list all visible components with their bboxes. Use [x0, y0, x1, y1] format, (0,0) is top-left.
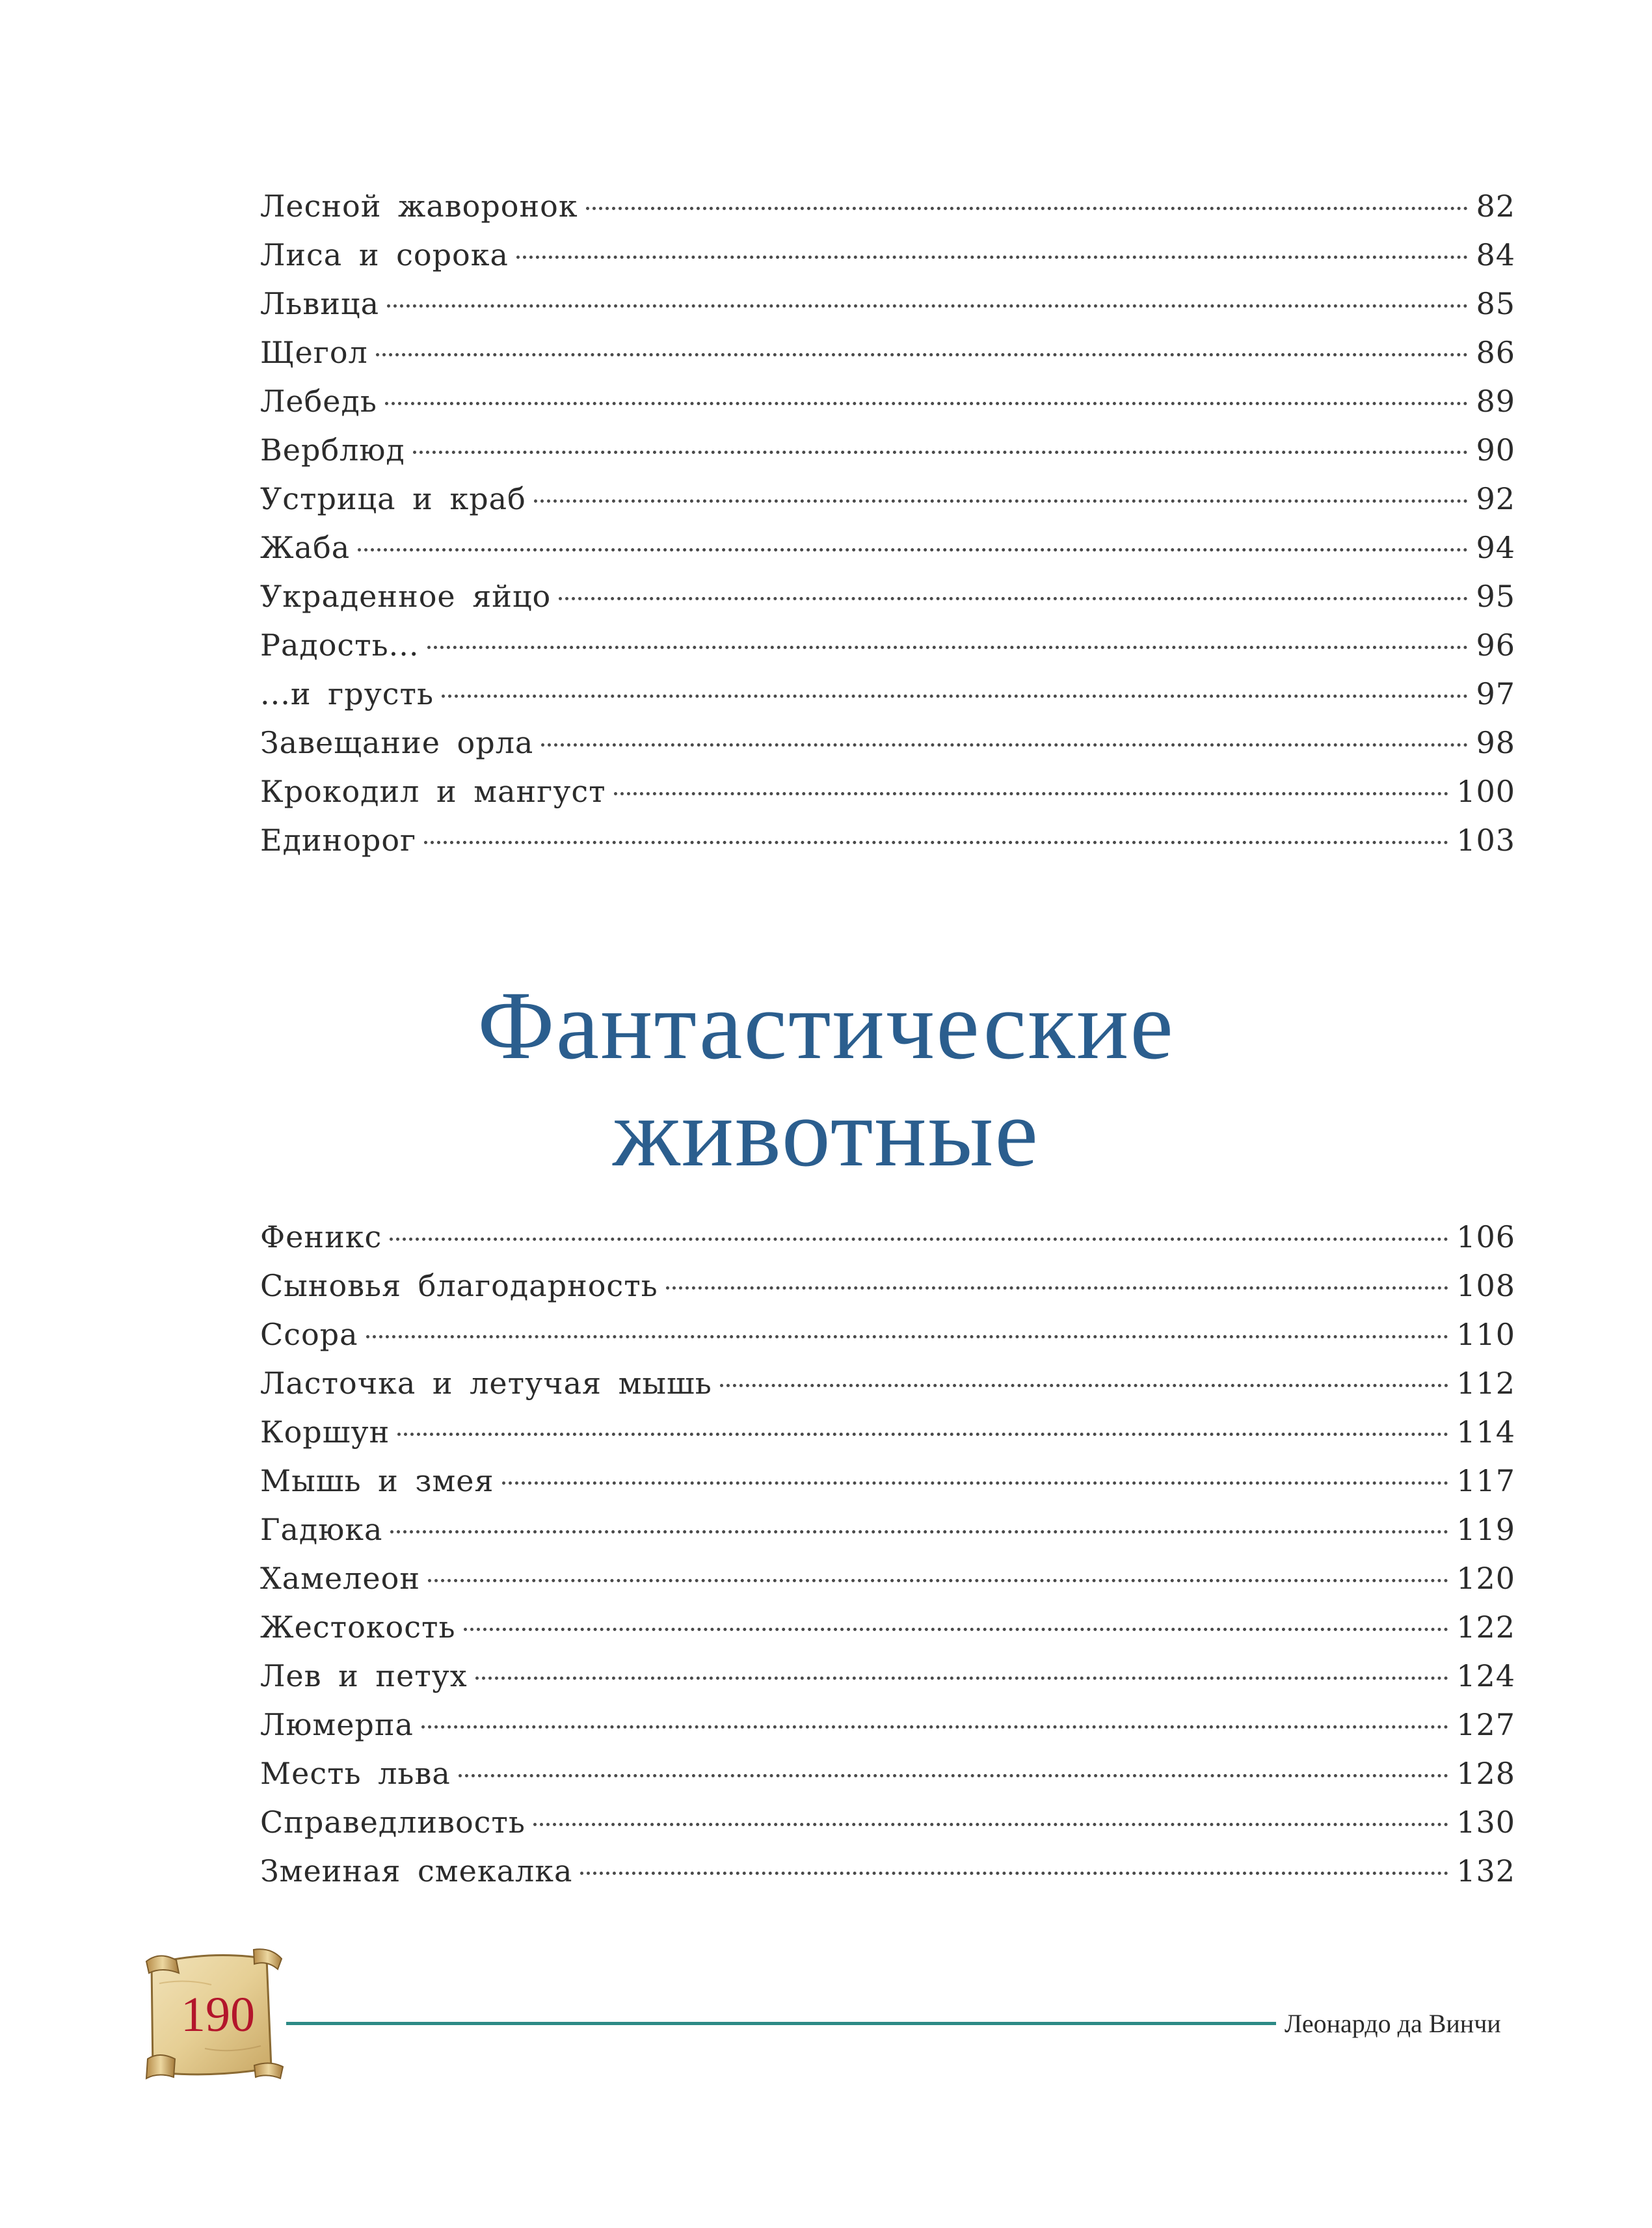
toc-entry-page: 98: [1476, 725, 1515, 760]
toc-entry-title: Ласточка и летучая мышь: [260, 1366, 712, 1401]
toc-entry-title: Завещание орла: [260, 725, 534, 760]
toc-entry-page: 94: [1476, 530, 1515, 565]
toc-leader-dots: [614, 792, 1449, 795]
toc-entry-title: Лиса и сорока: [260, 237, 509, 272]
toc-leader-dots: [580, 1872, 1448, 1875]
toc-entry-title: ...и грусть: [260, 676, 434, 711]
toc-entry-page: 92: [1476, 481, 1515, 516]
toc-leader-dots: [534, 499, 1469, 503]
toc-entry-title: Ссора: [260, 1317, 358, 1352]
toc-entry[interactable]: [260, 621, 1515, 670]
toc-leader-dots: [424, 841, 1448, 844]
toc-entry-title: Верблюд: [260, 432, 405, 468]
toc-entry[interactable]: [260, 1603, 1515, 1652]
toc-entry[interactable]: [260, 1701, 1515, 1749]
toc-entry[interactable]: [260, 280, 1515, 328]
toc-leader-dots: [428, 1579, 1448, 1582]
toc-entry-page: 128: [1456, 1756, 1515, 1791]
toc-entry-title: Лесной жаворонок: [260, 189, 578, 224]
toc-entry-page: 86: [1476, 335, 1515, 370]
toc-entry-page: 106: [1456, 1219, 1515, 1254]
toc-list-bottom: [260, 1213, 1515, 1896]
toc-entry[interactable]: [260, 816, 1515, 865]
toc-leader-dots: [376, 353, 1469, 356]
toc-entry-title: Украденное яйцо: [260, 579, 552, 614]
toc-entry[interactable]: [260, 1505, 1515, 1554]
toc-entry-title: Люмерпа: [260, 1707, 414, 1742]
toc-entry-title: Щегол: [260, 335, 368, 370]
toc-leader-dots: [516, 256, 1469, 259]
toc-leader-dots: [464, 1628, 1449, 1631]
toc-leader-dots: [397, 1433, 1448, 1436]
toc-entry[interactable]: [260, 426, 1515, 475]
toc-entry-page: 103: [1456, 823, 1515, 858]
toc-entry[interactable]: [260, 328, 1515, 377]
toc-entry-title: Львица: [260, 286, 379, 321]
toc-leader-dots: [366, 1335, 1449, 1338]
toc-leader-dots: [502, 1481, 1449, 1485]
toc-entry[interactable]: [260, 1310, 1515, 1359]
toc-entry[interactable]: [260, 182, 1515, 231]
toc-entry-title: Справедливость: [260, 1805, 526, 1840]
toc-entry-page: 120: [1456, 1561, 1515, 1596]
toc-entry-title: Единорог: [260, 823, 417, 858]
toc-leader-dots: [533, 1823, 1448, 1826]
toc-entry[interactable]: [260, 1408, 1515, 1457]
toc-leader-dots: [586, 207, 1469, 210]
toc-leader-dots: [541, 743, 1468, 747]
toc-entry[interactable]: [260, 1262, 1515, 1310]
toc-entry-title: Гадюка: [260, 1512, 383, 1547]
toc-leader-dots: [358, 548, 1468, 551]
toc-entry-title: Радость...: [260, 628, 420, 663]
toc-entry-title: Жаба: [260, 530, 351, 565]
toc-entry-page: 85: [1476, 286, 1515, 321]
toc-entry-page: 82: [1476, 189, 1515, 224]
toc-entry[interactable]: [260, 1652, 1515, 1701]
footer-divider: [286, 2022, 1276, 2025]
toc-entry-title: Змеиная смекалка: [260, 1853, 573, 1889]
toc-entry-title: Коршун: [260, 1414, 390, 1450]
toc-entry-page: 122: [1456, 1610, 1515, 1645]
toc-entry-title: Мышь и змея: [260, 1463, 494, 1498]
toc-leader-dots: [427, 646, 1469, 649]
toc-entry-title: Месть льва: [260, 1756, 451, 1791]
toc-entry-title: Сыновья благодарность: [260, 1268, 658, 1303]
section-heading: [0, 972, 1652, 1187]
toc-leader-dots: [459, 1774, 1448, 1777]
toc-entry[interactable]: [260, 377, 1515, 426]
toc-entry-title: Крокодил и мангуст: [260, 774, 606, 809]
toc-entry[interactable]: [260, 1798, 1515, 1847]
toc-entry-page: 127: [1456, 1707, 1515, 1742]
toc-entry-page: 132: [1456, 1853, 1515, 1889]
toc-entry-title: Лебедь: [260, 384, 377, 419]
toc-entry-page: 108: [1456, 1268, 1515, 1303]
toc-leader-dots: [413, 451, 1469, 454]
section-heading-line-2: животные: [613, 1079, 1039, 1187]
toc-entry-page: 84: [1476, 237, 1515, 272]
toc-entry[interactable]: [260, 1457, 1515, 1505]
toc-entry[interactable]: [260, 475, 1515, 524]
toc-leader-dots: [385, 402, 1469, 405]
toc-entry-page: 97: [1476, 676, 1515, 711]
toc-entry-page: 100: [1456, 774, 1515, 809]
toc-leader-dots: [559, 597, 1468, 600]
toc-entry-page: 96: [1476, 628, 1515, 663]
toc-entry[interactable]: [260, 572, 1515, 621]
toc-leader-dots: [666, 1286, 1449, 1290]
section-heading-line-1: Фантастические: [477, 972, 1175, 1080]
toc-entry[interactable]: [260, 1359, 1515, 1408]
toc-entry[interactable]: [260, 1554, 1515, 1603]
toc-entry-page: 95: [1476, 579, 1515, 614]
toc-leader-dots: [475, 1677, 1448, 1680]
page-number-badge: [133, 1944, 289, 2084]
toc-entry-title: Жестокость: [260, 1610, 456, 1645]
toc-entry[interactable]: [260, 1847, 1515, 1896]
toc-list-top: [260, 182, 1515, 865]
toc-leader-dots: [720, 1384, 1448, 1387]
toc-entry[interactable]: [260, 1749, 1515, 1798]
toc-entry-title: Лев и петух: [260, 1658, 468, 1693]
footer-author: Леонардо да Винчи: [1285, 2009, 1501, 2038]
toc-entry-page: 124: [1456, 1658, 1515, 1693]
toc-leader-dots: [390, 1530, 1448, 1533]
toc-entry-page: 119: [1456, 1512, 1515, 1547]
toc-entry-page: 112: [1456, 1366, 1515, 1401]
toc-entry-title: Устрица и краб: [260, 481, 526, 516]
toc-entry-page: 114: [1456, 1414, 1515, 1450]
toc-entry-title: Феникс: [260, 1219, 382, 1254]
toc-entry[interactable]: [260, 524, 1515, 572]
toc-entry-page: 130: [1456, 1805, 1515, 1840]
toc-entry[interactable]: [260, 719, 1515, 767]
toc-entry-page: 117: [1456, 1463, 1515, 1498]
toc-entry[interactable]: [260, 670, 1515, 719]
toc-leader-dots: [421, 1725, 1448, 1729]
page-number: 190: [181, 1987, 255, 2042]
toc-leader-dots: [390, 1238, 1448, 1241]
toc-entry-title: Хамелеон: [260, 1561, 420, 1596]
toc-entry[interactable]: [260, 767, 1515, 816]
toc-leader-dots: [442, 695, 1468, 698]
toc-entry[interactable]: [260, 1213, 1515, 1262]
toc-entry-page: 90: [1476, 432, 1515, 468]
toc-entry-page: 89: [1476, 384, 1515, 419]
toc-entry[interactable]: [260, 231, 1515, 280]
toc-leader-dots: [387, 304, 1468, 308]
toc-entry-page: 110: [1456, 1317, 1515, 1352]
